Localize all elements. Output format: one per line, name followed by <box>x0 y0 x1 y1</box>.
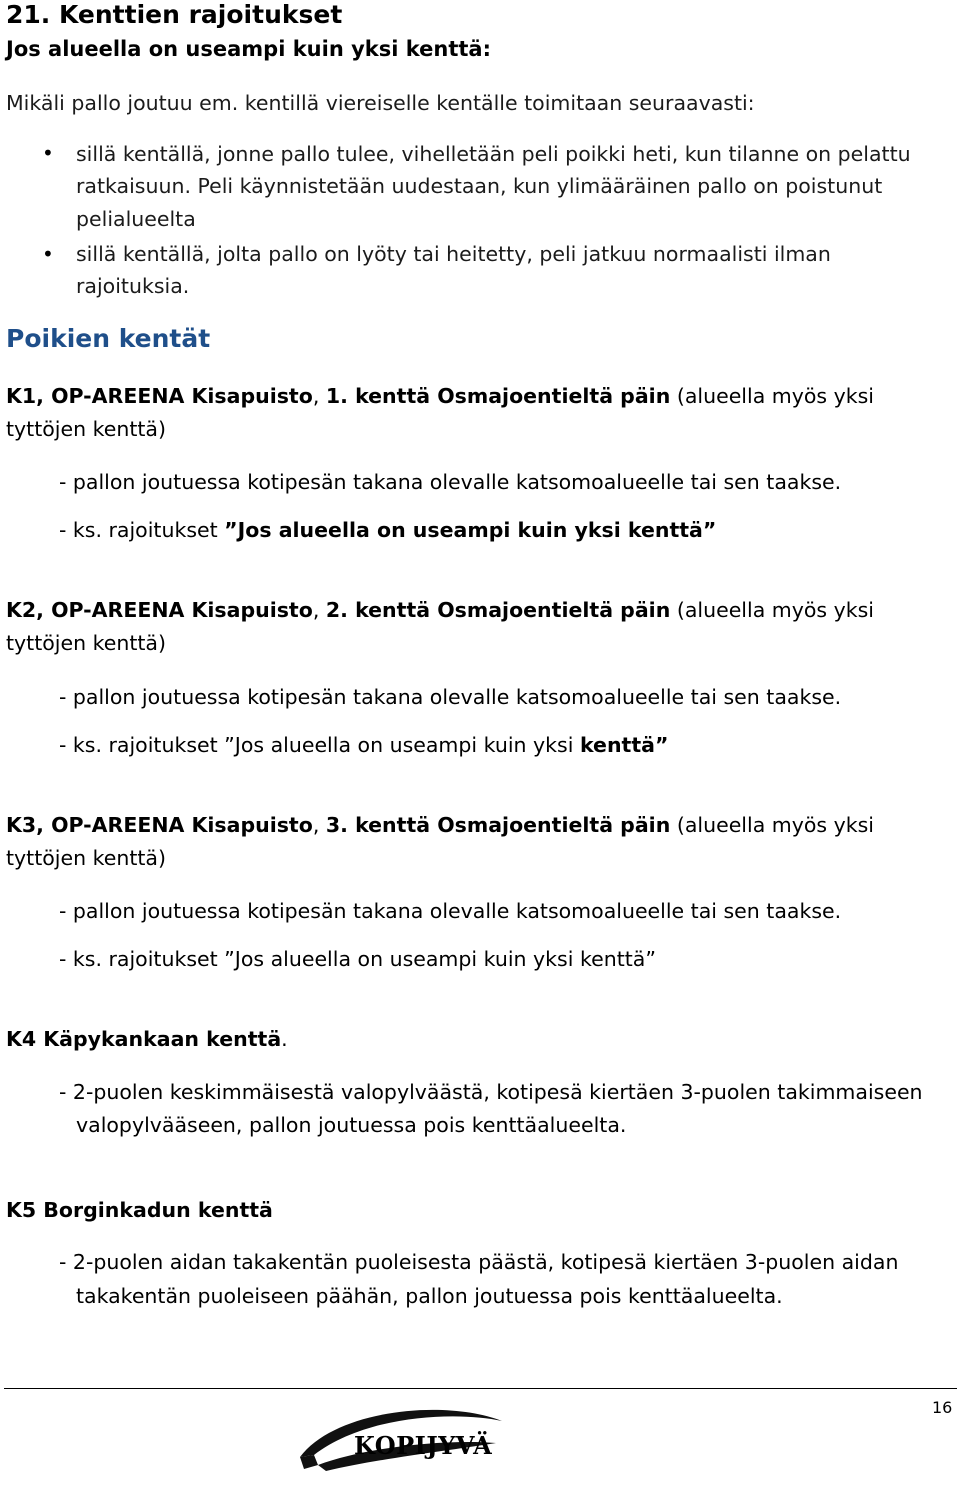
field-k2-note-line-2: tyttöjen kenttä) <box>6 631 166 655</box>
bullet-marker: • <box>42 242 54 266</box>
boys-fields-heading: Poikien kentät <box>6 324 211 353</box>
section-subheading: Jos alueella on useampi kuin yksi kenttä: <box>6 37 491 61</box>
field-k2-note: (alueella myös yksi <box>670 598 874 622</box>
field-k5-title: K5 Borginkadun kenttä <box>6 1198 273 1222</box>
logo-text: KOPIJYVÄ <box>354 1431 493 1460</box>
field-k4-name: K4 Käpykankaan kenttä <box>6 1027 282 1051</box>
separator: , <box>312 598 326 622</box>
bullet-1-line-1: sillä kentällä, jonne pallo tulee, vihelletään peli poikki heti, kun tilanne on pelattu <box>76 142 911 166</box>
field-k4-rule-line-1: - 2-puolen keskimmäisestä valopylväästä, kotipesä kiertäen 3-puolen takimmaiseen <box>59 1080 923 1104</box>
field-k2-name: K2, OP-AREENA Kisapuisto <box>6 598 313 622</box>
field-k1-rule-2 <box>59 518 716 542</box>
field-k5-rule-line-1: - 2-puolen aidan takakentän puoleisesta päästä, kotipesä kiertäen 3-puolen aidan <box>59 1250 899 1274</box>
field-k1-note: (alueella myös yksi <box>670 384 874 408</box>
field-k1-name: K1, OP-AREENA Kisapuisto <box>6 384 313 408</box>
field-k5-rule-line-2: takakentän puoleiseen päähän, pallon joutuessa pois kenttäalueelta. <box>76 1284 783 1308</box>
field-k2-rule-1: - pallon joutuessa kotipesän takana olevalle katsomoalueelle tai sen taakse. <box>59 685 842 709</box>
title-tail: . <box>281 1027 288 1051</box>
rule-text: - ks. rajoitukset <box>59 518 225 542</box>
field-k1-title <box>6 384 874 408</box>
bullet-1-line-3: pelialueelta <box>76 207 196 231</box>
field-k1-rule-1: - pallon joutuessa kotipesän takana olevalle katsomoalueelle tai sen taakse. <box>59 470 842 494</box>
page-number: 16 <box>932 1398 953 1417</box>
field-k2-direction: 2. kenttä Osmajoentieltä päin <box>325 598 671 622</box>
separator: , <box>312 384 326 408</box>
bullet-2-line-1: sillä kentällä, jolta pallo on lyöty tai heitetty, peli jatkuu normaalisti ilman <box>76 242 831 266</box>
field-k3-direction: 3. kenttä Osmajoentieltä päin <box>325 813 671 837</box>
rule-reference: ”Jos alueella on useampi kuin yksi kenttä” <box>224 518 717 542</box>
field-k1-note-line-2: tyttöjen kenttä) <box>6 417 166 441</box>
field-k4-title <box>6 1027 288 1051</box>
field-k4-rule-line-2: valopylvääseen, pallon joutuessa pois kenttäalueelta. <box>76 1113 627 1137</box>
separator: , <box>312 813 326 837</box>
field-k2-rule-2 <box>59 733 668 757</box>
kopijyva-logo <box>296 1399 506 1481</box>
rule-reference: kenttä” <box>579 733 669 757</box>
bullet-marker: • <box>42 141 54 165</box>
section-heading: 21. Kenttien rajoitukset <box>6 0 343 29</box>
field-k3-note: (alueella myös yksi <box>670 813 874 837</box>
field-k1-direction: 1. kenttä Osmajoentieltä päin <box>325 384 671 408</box>
field-k2-title <box>6 598 874 622</box>
field-k3-note-line-2: tyttöjen kenttä) <box>6 846 166 870</box>
intro-text: Mikäli pallo joutuu em. kentillä viereiselle kentälle toimitaan seuraavasti: <box>6 91 755 115</box>
field-k3-title <box>6 813 874 837</box>
bullet-1-line-2: ratkaisuun. Peli käynnistetään uudestaan, kun ylimääräinen pallo on poistunut <box>76 174 883 198</box>
rule-text: - ks. rajoitukset ”Jos alueella on useampi kuin yksi <box>59 733 580 757</box>
field-k3-rule-1: - pallon joutuessa kotipesän takana olevalle katsomoalueelle tai sen taakse. <box>59 899 842 923</box>
bullet-2-line-2: rajoituksia. <box>76 274 190 298</box>
field-k3-rule-2: - ks. rajoitukset ”Jos alueella on useampi kuin yksi kenttä” <box>59 947 656 971</box>
field-k3-name: K3, OP-AREENA Kisapuisto <box>6 813 313 837</box>
footer-rule <box>4 1388 957 1389</box>
